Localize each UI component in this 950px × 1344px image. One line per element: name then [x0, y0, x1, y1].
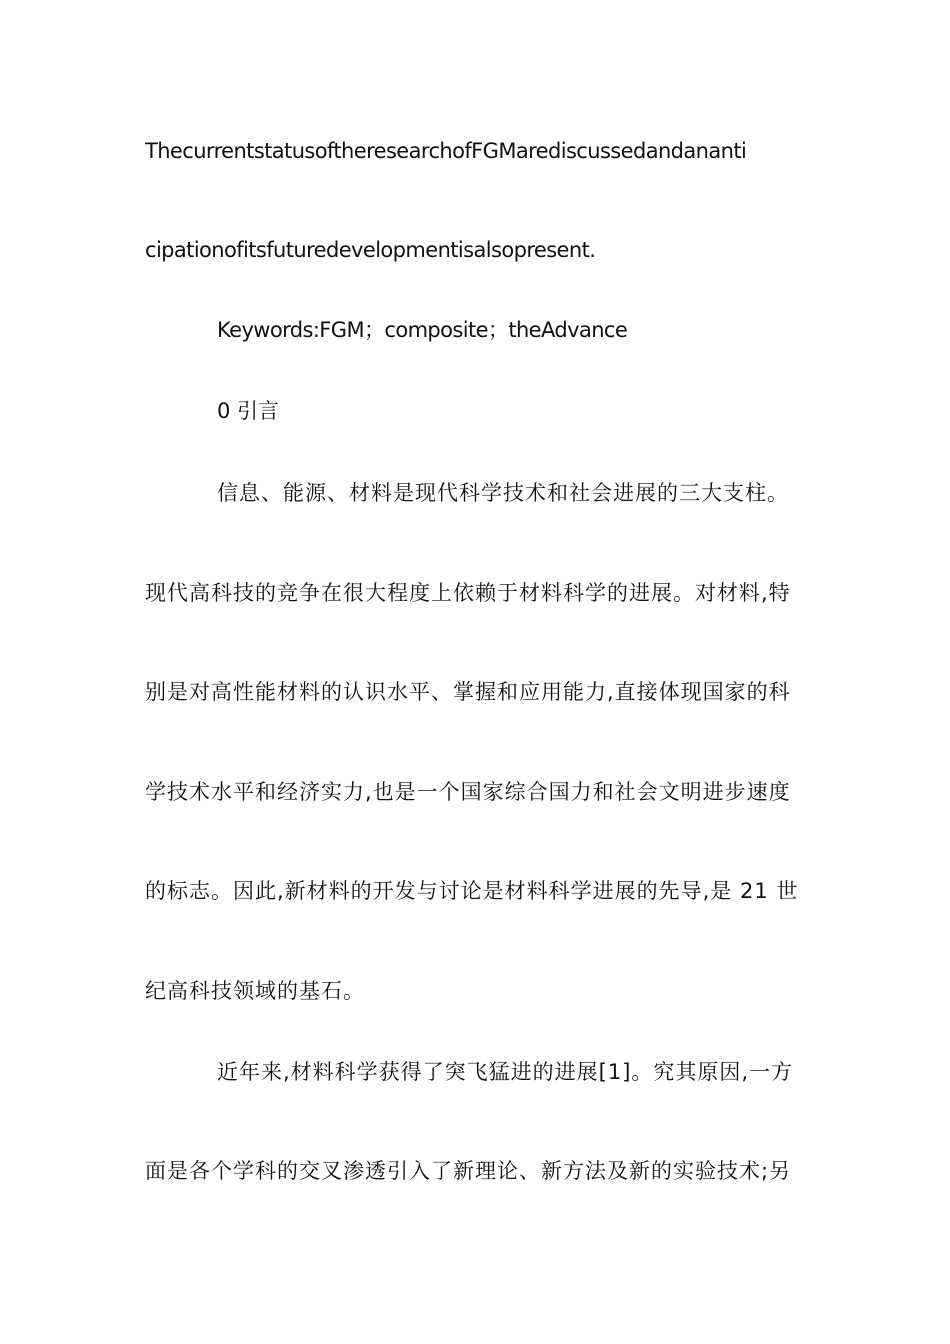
- paragraph-1-line-6: 纪高科技领域的基石。: [145, 979, 365, 1003]
- abstract-line-2: cipationofitsfuturedevelopmentisalsopresent.: [145, 238, 596, 262]
- paragraph-1-line-5: 的标志。因此,新材料的开发与讨论是材料科学进展的先导,是 21 世: [145, 879, 799, 903]
- paragraph-2-line-1: 近年来,材料科学获得了突飞猛进的进展[1]。究其原因,一方: [217, 1060, 794, 1084]
- abstract-line-1: ThecurrentstatusoftheresearchofFGMarediscussedandananti: [145, 139, 747, 163]
- paragraph-1-line-2: 现代高科技的竞争在很大程度上依赖于材料科学的进展。对材料,特: [145, 581, 791, 605]
- section-heading: 0 引言: [217, 399, 280, 423]
- paragraph-1-line-1: 信息、能源、材料是现代科学技术和社会进展的三大支柱。: [217, 481, 789, 505]
- paragraph-1-line-4: 学技术水平和经济实力,也是一个国家综合国力和社会文明进步速度: [145, 780, 791, 804]
- paragraph-1-line-3: 别是对高性能材料的认识水平、掌握和应用能力,直接体现国家的科: [145, 680, 791, 704]
- keywords-line: Keywords:FGM；composite；theAdvance: [217, 318, 628, 342]
- paragraph-2-line-2: 面是各个学科的交叉渗透引入了新理论、新方法及新的实验技术;另: [145, 1159, 792, 1183]
